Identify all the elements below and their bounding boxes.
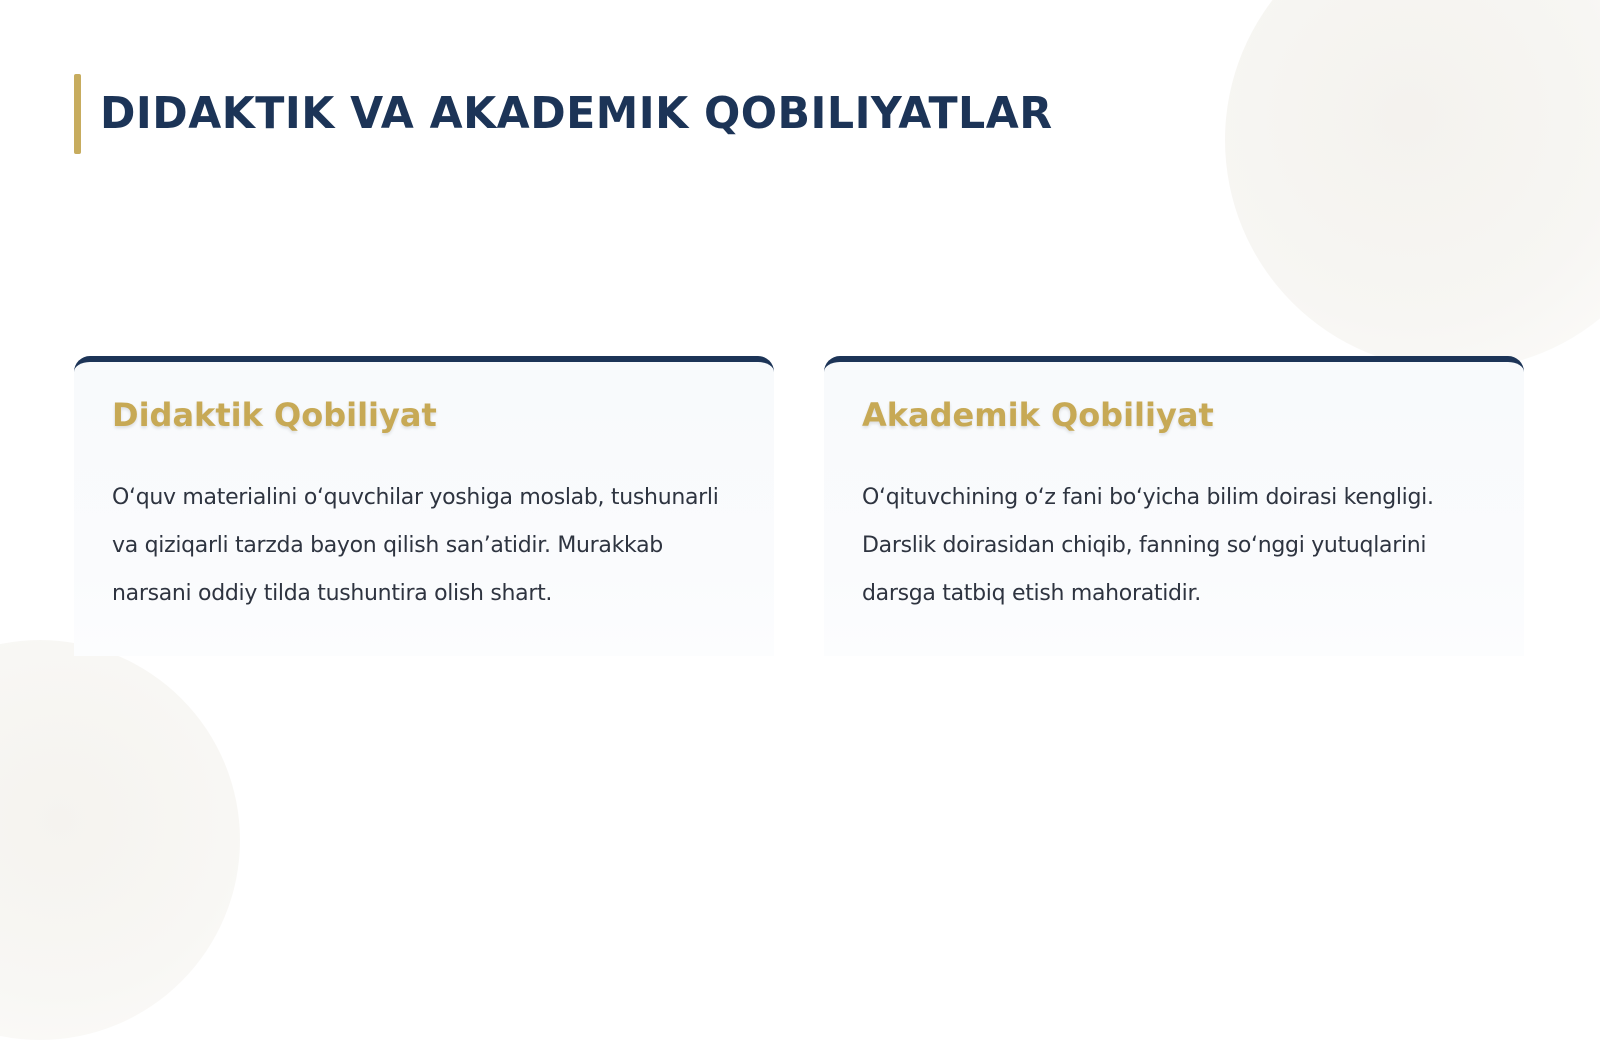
card-title: Didaktik Qobiliyat [112, 396, 437, 434]
card-title: Akademik Qobiliyat [862, 396, 1214, 434]
card-text: O‘qituvchining o‘z fani bo‘yicha bilim doirasi kengligi. Darslik doirasidan chiqib, fanning so‘nggi yutuqlarini darsga tatbiq etish mahoratidir. [862, 485, 1434, 607]
decorative-circle-top-right [1225, 0, 1600, 370]
title-block [74, 74, 1082, 154]
page-title: DIDAKTIK VA AKADEMIK QOBILIYATLAR [100, 88, 1053, 139]
card-text: O‘quv materialini o‘quvchilar yoshiga moslab, tushunarli va qiziqarli tarzda bayon qilish san’atidir. Murakkab narsani oddiy tilda tushuntira olish shart. [112, 485, 719, 607]
decorative-circle-bottom-left [0, 640, 240, 1040]
title-accent-bar [74, 74, 81, 154]
card-akademik [824, 356, 1524, 656]
card-didaktik [74, 356, 774, 656]
